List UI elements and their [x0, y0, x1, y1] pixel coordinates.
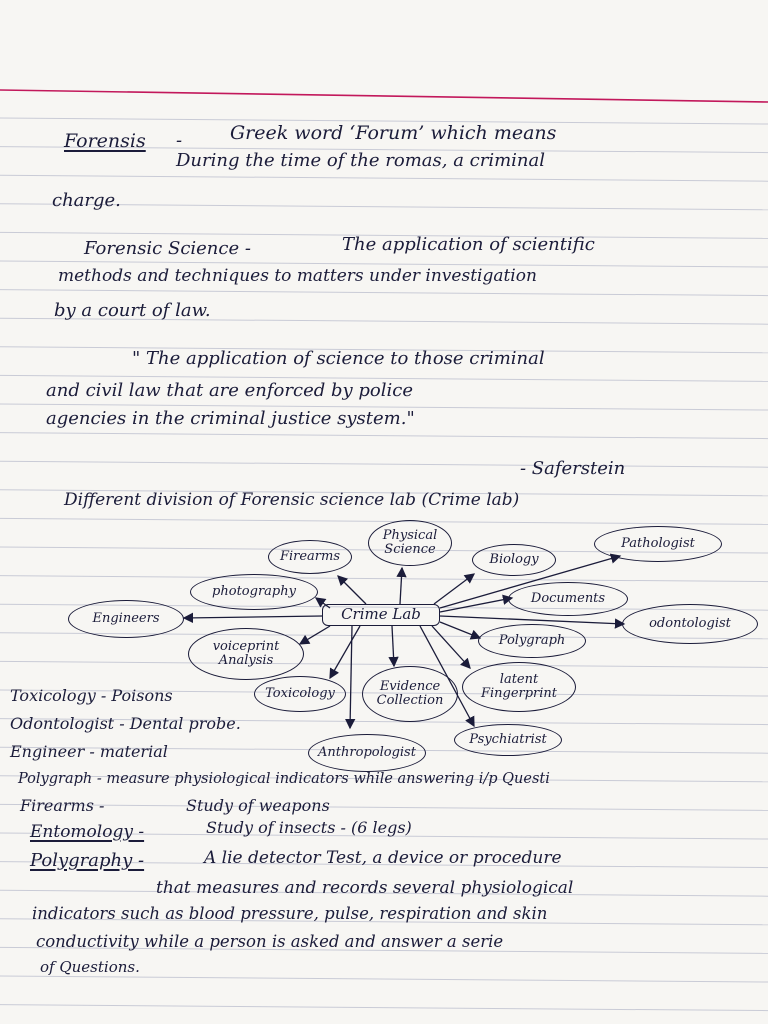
forensis-line-3: charge. [52, 190, 121, 211]
arrow-to-firearms [338, 576, 366, 604]
diagram-node-documents: Documents [508, 582, 628, 616]
arrow-to-polygraph [440, 622, 480, 638]
polygraphy-line-5: of Questions. [40, 958, 140, 976]
quote-line-1: " The application of science to those criminal [132, 348, 545, 369]
arrow-to-evidence-collection [392, 626, 394, 666]
diagram-node-latent-fingerprint: latent Fingerprint [462, 662, 576, 712]
fs-line-3: by a court of law. [54, 300, 211, 321]
diagram-node-firearms: Firearms [268, 540, 352, 574]
arrow-to-toxicology [330, 626, 360, 678]
arrow-to-odontologist [440, 616, 624, 624]
note-polygraph: Polygraph - measure physiological indicators while answering i/p Questi [18, 771, 550, 787]
polygraphy-line-3: indicators such as blood pressure, pulse, respiration and skin [32, 904, 548, 923]
diagram-node-pathologist: Pathologist [594, 526, 722, 562]
diagram-node-photography: photography [190, 574, 318, 610]
polygraphy-line-4: conductivity while a person is asked and answer a serie [36, 932, 504, 951]
forensis-line-2: During the time of the romas, a criminal [176, 150, 545, 171]
quote-line-2: and civil law that are enforced by police [46, 380, 413, 401]
polygraphy-line-2: that measures and records several physiological [156, 878, 574, 898]
diagram-node-engineers: Engineers [68, 600, 184, 638]
note-odontologist: Odontologist - Dental probe. [10, 714, 241, 733]
note-entomology-def: Study of insects - (6 legs) [206, 818, 412, 837]
attribution: - Saferstein [520, 458, 626, 479]
diagram-node-toxicology: Toxicology [254, 676, 346, 712]
quote-line-3: agencies in the criminal justice system." [46, 408, 415, 429]
note-toxicology: Toxicology - Poisons [10, 686, 173, 705]
term-forensic-science: Forensic Science - [84, 238, 251, 259]
note-polygraphy-term: Polygraphy - [30, 850, 145, 871]
note-engineer: Engineer - material [10, 742, 168, 761]
note-firearms-term: Firearms - [20, 796, 105, 815]
forensis-line-1: Greek word ‘Forum’ which means [230, 122, 557, 144]
polygraphy-line-1: A lie detector Test, a device or procedure [204, 848, 562, 868]
division-heading: Different division of Forensic science lab (Crime lab) [64, 490, 520, 510]
note-firearms-def: Study of weapons [186, 796, 330, 815]
diagram-node-anthropologist: Anthropologist [308, 734, 426, 772]
term-forensis: Forensis [64, 130, 146, 152]
diagram-node-psychiatrist: Psychiatrist [454, 724, 562, 756]
diagram-node-odontologist: odontologist [622, 604, 758, 644]
diagram-node-biology: Biology [472, 544, 556, 576]
diagram-hub-crime-lab: Crime Lab [322, 604, 440, 626]
arrow-to-physical-science [400, 568, 402, 604]
diagram-node-physical-science: Physical Science [368, 520, 452, 566]
fs-line-2: methods and techniques to matters under investigation [58, 266, 537, 286]
note-entomology-term: Entomology - [30, 822, 145, 842]
dash: - [176, 130, 183, 151]
arrow-to-engineers [184, 616, 322, 618]
diagram-node-evidence-collection: Evidence Collection [362, 666, 458, 722]
fs-line-1: The application of scientific [342, 234, 595, 255]
diagram-node-polygraph: Polygraph [478, 624, 586, 658]
diagram-node-voiceprint: voiceprint Analysis [188, 628, 304, 680]
arrow-to-voiceprint [300, 626, 330, 644]
